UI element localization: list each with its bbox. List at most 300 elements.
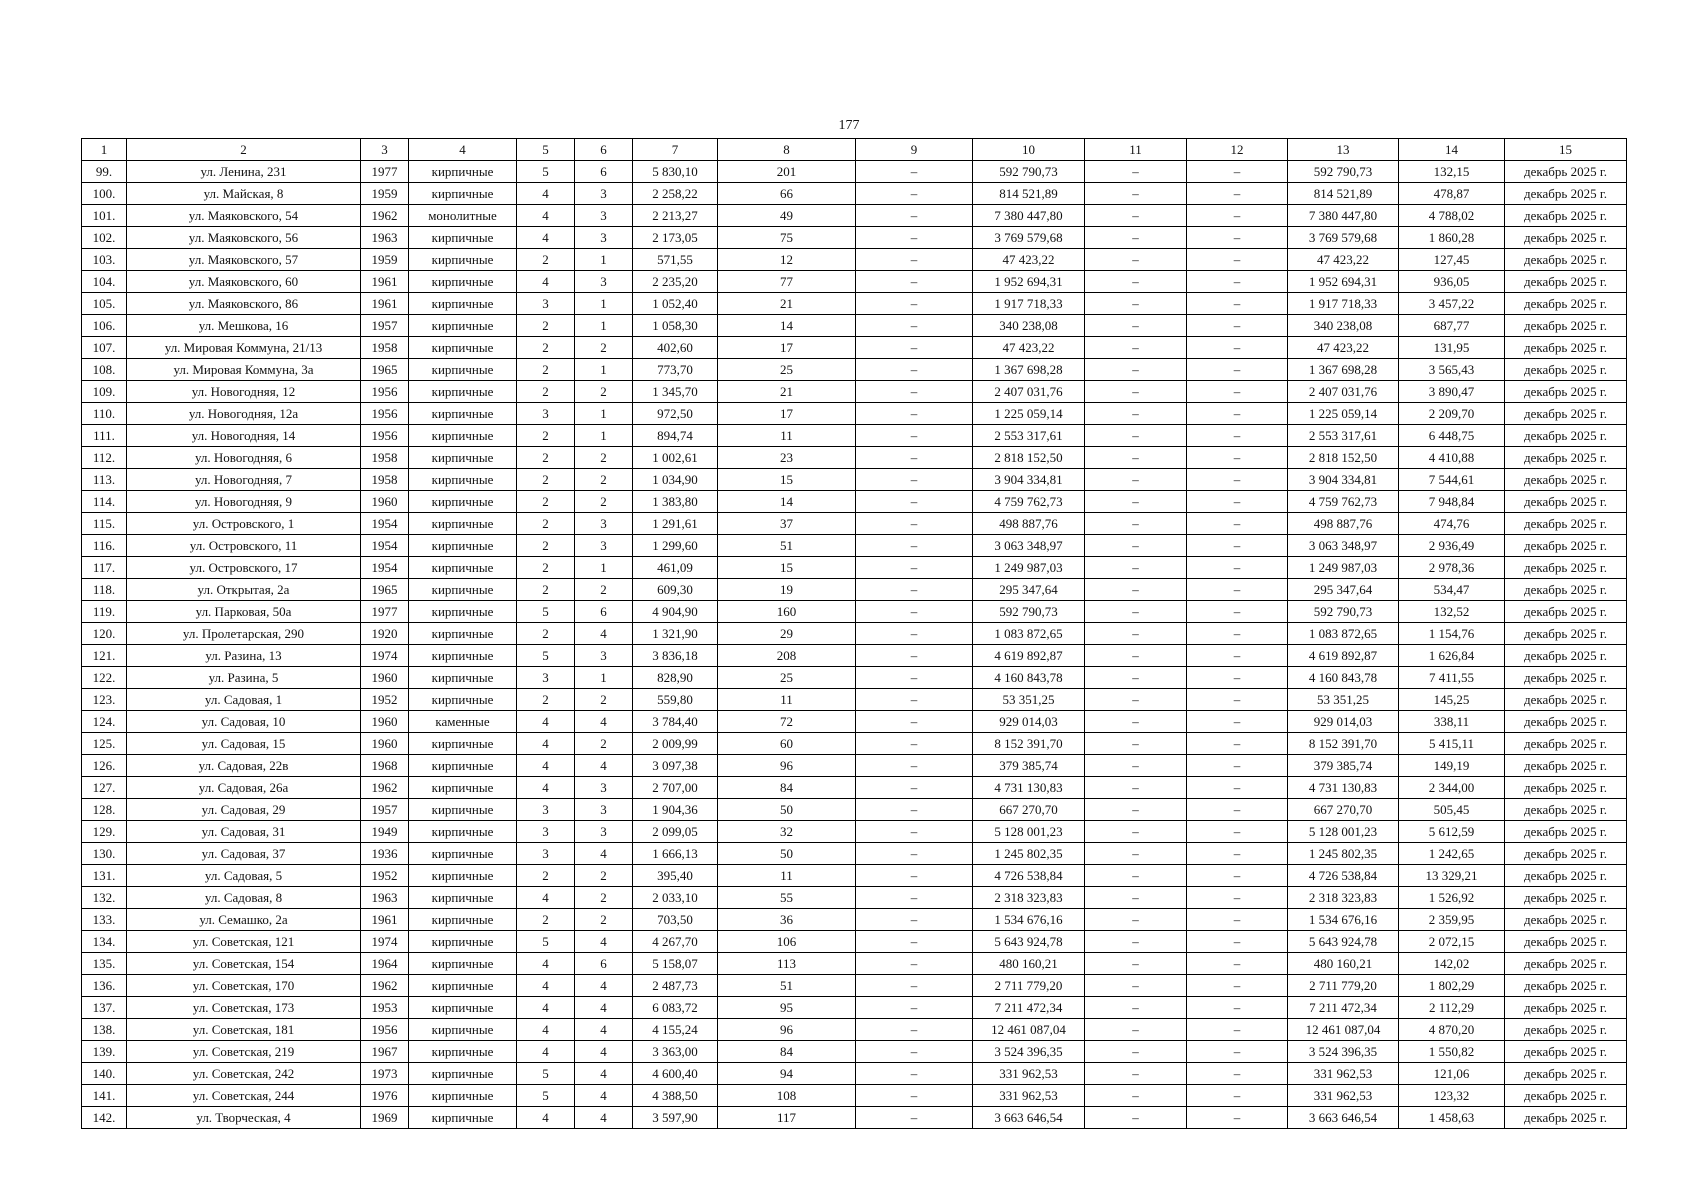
table-cell: 2 711 779,20 <box>973 975 1085 997</box>
table-cell: ул. Новогодняя, 14 <box>127 425 361 447</box>
table-cell: ул. Советская, 154 <box>127 953 361 975</box>
table-cell: – <box>1085 821 1187 843</box>
table-cell: 4 155,24 <box>633 1019 718 1041</box>
table-cell: 115. <box>82 513 127 535</box>
table-cell: 2 711 779,20 <box>1288 975 1399 997</box>
table-cell: – <box>1187 403 1288 425</box>
table-row <box>82 271 1627 293</box>
table-cell: 4 <box>575 755 633 777</box>
table-cell: декабрь 2025 г. <box>1505 183 1627 205</box>
table-cell: 2 <box>517 337 575 359</box>
column-header: 10 <box>973 139 1085 161</box>
table-cell: – <box>856 975 973 997</box>
table-cell: 1957 <box>361 799 409 821</box>
table-cell: – <box>1085 227 1187 249</box>
table-cell: ул. Новогодняя, 9 <box>127 491 361 513</box>
table-cell: – <box>1187 1063 1288 1085</box>
table-cell: 3 <box>575 777 633 799</box>
table-cell: ул. Советская, 219 <box>127 1041 361 1063</box>
table-cell: 2 <box>517 469 575 491</box>
table-cell: 108. <box>82 359 127 381</box>
table-row <box>82 953 1627 975</box>
table-cell: – <box>856 205 973 227</box>
table-cell: кирпичные <box>409 601 517 623</box>
table-cell: 3 <box>575 513 633 535</box>
table-cell: ул. Парковая, 50а <box>127 601 361 623</box>
table-cell: ул. Советская, 121 <box>127 931 361 953</box>
table-cell: 1962 <box>361 975 409 997</box>
table-cell: кирпичные <box>409 909 517 931</box>
table-cell: 50 <box>718 799 856 821</box>
table-cell: 2 <box>517 513 575 535</box>
table-cell: 814 521,89 <box>1288 183 1399 205</box>
table-cell: – <box>1085 689 1187 711</box>
table-cell: 1977 <box>361 161 409 183</box>
table-cell: 3 <box>517 293 575 315</box>
table-cell: 113. <box>82 469 127 491</box>
table-cell: 132. <box>82 887 127 909</box>
table-cell: 1 458,63 <box>1399 1107 1505 1129</box>
table-cell: 2 818 152,50 <box>973 447 1085 469</box>
table-cell: 117. <box>82 557 127 579</box>
table-cell: 4 <box>575 1063 633 1085</box>
table-cell: 95 <box>718 997 856 1019</box>
table-cell: 100. <box>82 183 127 205</box>
table-cell: 474,76 <box>1399 513 1505 535</box>
column-header: 8 <box>718 139 856 161</box>
table-cell: ул. Садовая, 31 <box>127 821 361 843</box>
table-row <box>82 689 1627 711</box>
table-cell: 84 <box>718 777 856 799</box>
table-cell: 1 002,61 <box>633 447 718 469</box>
table-cell: – <box>856 777 973 799</box>
table-cell: ул. Советская, 242 <box>127 1063 361 1085</box>
column-header: 1 <box>82 139 127 161</box>
table-cell: декабрь 2025 г. <box>1505 711 1627 733</box>
table-cell: 201 <box>718 161 856 183</box>
table-cell: 4 <box>575 997 633 1019</box>
table-cell: – <box>856 623 973 645</box>
table-cell: кирпичные <box>409 425 517 447</box>
table-cell: 4 <box>517 183 575 205</box>
table-cell: – <box>1187 997 1288 1019</box>
table-cell: 1 245 802,35 <box>973 843 1085 865</box>
table-cell: 5 <box>517 601 575 623</box>
table-cell: 12 461 087,04 <box>1288 1019 1399 1041</box>
table-cell: – <box>856 227 973 249</box>
table-cell: 1961 <box>361 293 409 315</box>
table-cell: 1974 <box>361 931 409 953</box>
table-cell: – <box>856 1085 973 1107</box>
table-cell: декабрь 2025 г. <box>1505 887 1627 909</box>
table-cell: ул. Мешкова, 16 <box>127 315 361 337</box>
table-cell: 5 128 001,23 <box>1288 821 1399 843</box>
table-cell: 498 887,76 <box>973 513 1085 535</box>
table-cell: кирпичные <box>409 645 517 667</box>
table-cell: 1962 <box>361 777 409 799</box>
table-cell: 2 553 317,61 <box>973 425 1085 447</box>
table-cell: декабрь 2025 г. <box>1505 579 1627 601</box>
table-cell: 4 <box>575 1085 633 1107</box>
column-header: 7 <box>633 139 718 161</box>
table-cell: – <box>1187 689 1288 711</box>
table-row <box>82 557 1627 579</box>
table-cell: – <box>856 865 973 887</box>
table-row <box>82 667 1627 689</box>
table-cell: – <box>1187 601 1288 623</box>
table-cell: ул. Островского, 1 <box>127 513 361 535</box>
table-cell: кирпичные <box>409 491 517 513</box>
table-cell: 4 731 130,83 <box>1288 777 1399 799</box>
table-cell: кирпичные <box>409 469 517 491</box>
table-cell: 331 962,53 <box>1288 1085 1399 1107</box>
table-row <box>82 579 1627 601</box>
table-cell: 131,95 <box>1399 337 1505 359</box>
table-cell: – <box>1187 557 1288 579</box>
table-row <box>82 425 1627 447</box>
table-cell: 36 <box>718 909 856 931</box>
table-cell: 127. <box>82 777 127 799</box>
table-cell: 2 <box>575 447 633 469</box>
table-cell: 2 <box>575 887 633 909</box>
table-cell: декабрь 2025 г. <box>1505 975 1627 997</box>
table-cell: 505,45 <box>1399 799 1505 821</box>
table-cell: ул. Садовая, 26а <box>127 777 361 799</box>
table-cell: 133. <box>82 909 127 931</box>
table-cell: 1 367 698,28 <box>973 359 1085 381</box>
table-cell: 113 <box>718 953 856 975</box>
table-cell: 592 790,73 <box>1288 601 1399 623</box>
table-cell: 2 <box>517 447 575 469</box>
table-cell: декабрь 2025 г. <box>1505 645 1627 667</box>
table-cell: 1961 <box>361 909 409 931</box>
table-cell: – <box>856 1107 973 1129</box>
table-cell: – <box>1085 337 1187 359</box>
table-cell: 1 <box>575 315 633 337</box>
table-cell: каменные <box>409 711 517 733</box>
table-cell: 2 318 323,83 <box>973 887 1085 909</box>
table-cell: 5 <box>517 1063 575 1085</box>
table-cell: 4 <box>575 623 633 645</box>
table-cell: 1 321,90 <box>633 623 718 645</box>
table-cell: – <box>1187 1085 1288 1107</box>
table-cell: кирпичные <box>409 183 517 205</box>
table-cell: 1977 <box>361 601 409 623</box>
table-cell: 1 <box>575 667 633 689</box>
table-cell: ул. Маяковского, 56 <box>127 227 361 249</box>
table-cell: 5 158,07 <box>633 953 718 975</box>
table-cell: 4 <box>517 777 575 799</box>
table-row <box>82 337 1627 359</box>
table-cell: 1 249 987,03 <box>973 557 1085 579</box>
table-cell: ул. Семашко, 2а <box>127 909 361 931</box>
table-cell: 109. <box>82 381 127 403</box>
table-cell: ул. Новогодняя, 6 <box>127 447 361 469</box>
table-cell: – <box>1085 315 1187 337</box>
table-cell: 160 <box>718 601 856 623</box>
table-cell: 1 <box>575 403 633 425</box>
table-cell: – <box>1085 997 1187 1019</box>
table-cell: 1960 <box>361 733 409 755</box>
table-cell: декабрь 2025 г. <box>1505 403 1627 425</box>
table-cell: 105. <box>82 293 127 315</box>
table-cell: 2 487,73 <box>633 975 718 997</box>
table-cell: 331 962,53 <box>1288 1063 1399 1085</box>
table-cell: 14 <box>718 491 856 513</box>
table-cell: 4 <box>575 975 633 997</box>
table-cell: 1956 <box>361 403 409 425</box>
table-cell: 379 385,74 <box>1288 755 1399 777</box>
table-cell: 1 034,90 <box>633 469 718 491</box>
column-header: 15 <box>1505 139 1627 161</box>
table-cell: 25 <box>718 667 856 689</box>
table-cell: кирпичные <box>409 447 517 469</box>
table-cell: декабрь 2025 г. <box>1505 337 1627 359</box>
table-cell: 2 258,22 <box>633 183 718 205</box>
table-cell: – <box>1085 733 1187 755</box>
table-cell: 108 <box>718 1085 856 1107</box>
table-cell: 2 <box>575 865 633 887</box>
table-cell: декабрь 2025 г. <box>1505 755 1627 777</box>
table-cell: – <box>856 667 973 689</box>
table-cell: 1963 <box>361 227 409 249</box>
table-cell: 3 <box>517 843 575 865</box>
table-cell: декабрь 2025 г. <box>1505 689 1627 711</box>
table-cell: 5 612,59 <box>1399 821 1505 843</box>
table-cell: ул. Майская, 8 <box>127 183 361 205</box>
table-cell: кирпичные <box>409 733 517 755</box>
table-cell: 49 <box>718 205 856 227</box>
table-cell: – <box>856 755 973 777</box>
table-cell: 128. <box>82 799 127 821</box>
table-cell: ул. Садовая, 10 <box>127 711 361 733</box>
table-cell: – <box>856 293 973 315</box>
table-cell: 1956 <box>361 425 409 447</box>
table-cell: 2 <box>517 315 575 337</box>
table-cell: ул. Маяковского, 86 <box>127 293 361 315</box>
table-cell: кирпичные <box>409 865 517 887</box>
table-cell: 3 890,47 <box>1399 381 1505 403</box>
table-cell: 5 <box>517 645 575 667</box>
table-cell: 3 769 579,68 <box>973 227 1085 249</box>
table-cell: 132,52 <box>1399 601 1505 623</box>
table-cell: 1 245 802,35 <box>1288 843 1399 865</box>
table-cell: – <box>856 931 973 953</box>
table-cell: 1952 <box>361 865 409 887</box>
table-cell: 3 784,40 <box>633 711 718 733</box>
table-cell: декабрь 2025 г. <box>1505 1085 1627 1107</box>
table-cell: 338,11 <box>1399 711 1505 733</box>
table-cell: 3 <box>575 821 633 843</box>
table-cell: кирпичные <box>409 1041 517 1063</box>
table-cell: декабрь 2025 г. <box>1505 1107 1627 1129</box>
table-cell: 47 423,22 <box>973 337 1085 359</box>
table-cell: – <box>1187 953 1288 975</box>
table-cell: 126. <box>82 755 127 777</box>
table-cell: 1965 <box>361 579 409 601</box>
table-cell: – <box>856 183 973 205</box>
table-cell: ул. Пролетарская, 290 <box>127 623 361 645</box>
table-cell: 3 363,00 <box>633 1041 718 1063</box>
column-header: 12 <box>1187 139 1288 161</box>
table-cell: 2 <box>517 535 575 557</box>
table-cell: – <box>856 733 973 755</box>
table-cell: 3 663 646,54 <box>1288 1107 1399 1129</box>
table-cell: 1 345,70 <box>633 381 718 403</box>
table-cell: 1 052,40 <box>633 293 718 315</box>
column-header: 9 <box>856 139 973 161</box>
table-cell: кирпичные <box>409 777 517 799</box>
table-cell: кирпичные <box>409 1019 517 1041</box>
table-row <box>82 601 1627 623</box>
table-cell: 55 <box>718 887 856 909</box>
table-row <box>82 513 1627 535</box>
table-cell: 2 <box>517 909 575 931</box>
table-cell: 3 836,18 <box>633 645 718 667</box>
table-cell: 134. <box>82 931 127 953</box>
table-cell: декабрь 2025 г. <box>1505 447 1627 469</box>
table-cell: 1 <box>575 293 633 315</box>
table-cell: 687,77 <box>1399 315 1505 337</box>
table-cell: 2 009,99 <box>633 733 718 755</box>
table-row <box>82 381 1627 403</box>
table-cell: – <box>1187 579 1288 601</box>
table-cell: 101. <box>82 205 127 227</box>
table-row <box>82 1019 1627 1041</box>
table-row <box>82 227 1627 249</box>
table-cell: – <box>1187 667 1288 689</box>
table-cell: – <box>1187 315 1288 337</box>
table-cell: 1 291,61 <box>633 513 718 535</box>
table-cell: декабрь 2025 г. <box>1505 843 1627 865</box>
table-cell: – <box>1187 1041 1288 1063</box>
table-cell: ул. Мировая Коммуна, 3а <box>127 359 361 381</box>
table-cell: – <box>1085 755 1187 777</box>
table-cell: ул. Садовая, 29 <box>127 799 361 821</box>
table-cell: 1953 <box>361 997 409 1019</box>
table-cell: 149,19 <box>1399 755 1505 777</box>
table-cell: кирпичные <box>409 843 517 865</box>
table-cell: 4 267,70 <box>633 931 718 953</box>
table-cell: 2 <box>517 359 575 381</box>
table-cell: 51 <box>718 975 856 997</box>
table-cell: 2 <box>575 909 633 931</box>
table-cell: 1949 <box>361 821 409 843</box>
table-row <box>82 315 1627 337</box>
table-cell: 667 270,70 <box>973 799 1085 821</box>
table-cell: 47 423,22 <box>1288 249 1399 271</box>
table-cell: 140. <box>82 1063 127 1085</box>
table-cell: 121. <box>82 645 127 667</box>
table-cell: 21 <box>718 381 856 403</box>
table-cell: – <box>856 1041 973 1063</box>
table-cell: 1952 <box>361 689 409 711</box>
table-cell: 2 707,00 <box>633 777 718 799</box>
table-cell: 3 <box>517 667 575 689</box>
table-cell: ул. Садовая, 22в <box>127 755 361 777</box>
table-cell: ул. Новогодняя, 12 <box>127 381 361 403</box>
table-cell: – <box>1085 403 1187 425</box>
table-cell: 1 242,65 <box>1399 843 1505 865</box>
table-cell: – <box>1187 733 1288 755</box>
table-cell: 5 643 924,78 <box>973 931 1085 953</box>
table-cell: 1954 <box>361 535 409 557</box>
table-cell: 3 <box>575 645 633 667</box>
table-cell: 51 <box>718 535 856 557</box>
table-cell: 15 <box>718 557 856 579</box>
table-cell: – <box>856 953 973 975</box>
table-cell: 138. <box>82 1019 127 1041</box>
table-cell: 1 083 872,65 <box>973 623 1085 645</box>
table-cell: кирпичные <box>409 315 517 337</box>
table-cell: 7 211 472,34 <box>973 997 1085 1019</box>
table-cell: – <box>1187 491 1288 513</box>
table-cell: – <box>856 1063 973 1085</box>
table-cell: 142,02 <box>1399 953 1505 975</box>
table-cell: 1968 <box>361 755 409 777</box>
table-cell: 116. <box>82 535 127 557</box>
table-cell: 208 <box>718 645 856 667</box>
table-cell: 2 <box>517 579 575 601</box>
table-cell: – <box>1187 645 1288 667</box>
table-cell: 50 <box>718 843 856 865</box>
table-cell: 1 083 872,65 <box>1288 623 1399 645</box>
table-cell: 131. <box>82 865 127 887</box>
table-cell: 929 014,03 <box>973 711 1085 733</box>
table-cell: кирпичные <box>409 799 517 821</box>
table-cell: декабрь 2025 г. <box>1505 469 1627 491</box>
table-cell: – <box>856 491 973 513</box>
table-cell: – <box>856 821 973 843</box>
table-cell: 4 <box>517 1107 575 1129</box>
table-cell: – <box>1085 183 1187 205</box>
table-cell: – <box>856 645 973 667</box>
table-cell: кирпичные <box>409 403 517 425</box>
table-cell: – <box>1187 1107 1288 1129</box>
table-cell: кирпичные <box>409 579 517 601</box>
table-cell: 5 <box>517 161 575 183</box>
table-cell: 72 <box>718 711 856 733</box>
table-cell: – <box>1187 535 1288 557</box>
table-cell: декабрь 2025 г. <box>1505 997 1627 1019</box>
table-cell: – <box>1085 623 1187 645</box>
table-cell: 1 299,60 <box>633 535 718 557</box>
table-cell: декабрь 2025 г. <box>1505 733 1627 755</box>
table-row <box>82 821 1627 843</box>
table-cell: 132,15 <box>1399 161 1505 183</box>
table-cell: 6 <box>575 601 633 623</box>
table-cell: – <box>1187 887 1288 909</box>
table-cell: ул. Разина, 5 <box>127 667 361 689</box>
table-cell: 1 154,76 <box>1399 623 1505 645</box>
table-row <box>82 1085 1627 1107</box>
table-cell: – <box>1187 865 1288 887</box>
table-cell: 1 526,92 <box>1399 887 1505 909</box>
table-cell: 1967 <box>361 1041 409 1063</box>
table-row <box>82 535 1627 557</box>
table-cell: – <box>1187 271 1288 293</box>
table-cell: 2 <box>517 425 575 447</box>
table-body <box>82 161 1627 1129</box>
table-cell: – <box>1187 161 1288 183</box>
table-cell: 6 <box>575 953 633 975</box>
table-row <box>82 1107 1627 1129</box>
table-cell: 53 351,25 <box>1288 689 1399 711</box>
table-cell: 3 457,22 <box>1399 293 1505 315</box>
table-cell: декабрь 2025 г. <box>1505 491 1627 513</box>
table-cell: 53 351,25 <box>973 689 1085 711</box>
table-row <box>82 909 1627 931</box>
